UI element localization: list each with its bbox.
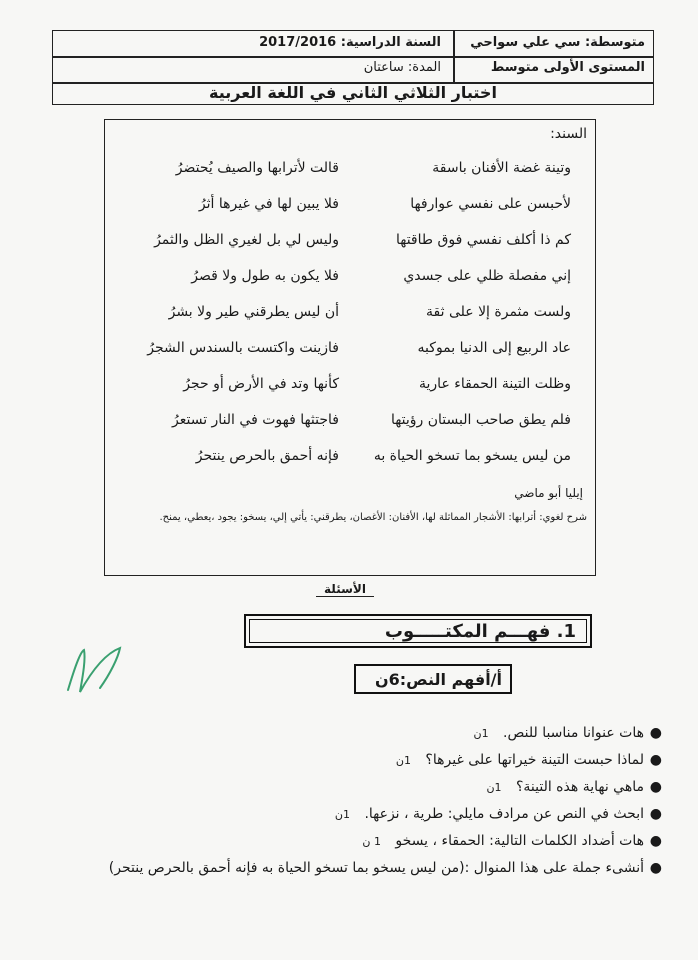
bullet-icon: ● <box>649 833 662 849</box>
question-text: ابحث في النص عن مرادف مايلي: طرية ، نزعها. <box>364 806 644 822</box>
verse-8-second-half: فاجتثها فهوت في النار تستعرُ <box>172 412 339 428</box>
verse-2-second-half: فلا يبين لها في غيرها أثرُ <box>198 196 339 212</box>
subsection-title: أ/أفهم النص:6ن <box>374 670 502 689</box>
poem-box <box>104 119 596 576</box>
school-year: السنة الدراسية: 2017/2016 <box>259 35 441 50</box>
poet-name: إيليا أبو ماضي <box>514 486 583 500</box>
question-mark: 1 ن <box>362 835 381 848</box>
question-mark: 1ن <box>395 754 411 767</box>
school-name: متوسطة: سي علي سواحي <box>470 35 645 50</box>
verse-9-second-half: فإنه أحمق بالحرص ينتحرُ <box>195 448 339 464</box>
bullet-icon: ● <box>649 860 662 876</box>
bullet-icon: ● <box>649 725 662 741</box>
question-item <box>64 720 664 747</box>
section-box <box>244 614 592 648</box>
verse-4-second-half: فلا يكون به طول ولا قصرُ <box>191 268 339 284</box>
verse-4-first-half: إني مفصلة ظلي على جسدي <box>403 268 571 284</box>
verse-1-first-half: وتينة غضة الأفنان باسقة <box>432 160 571 176</box>
questions-list <box>64 720 664 882</box>
subsection-box <box>354 664 512 694</box>
verse-2-first-half: لأحبسن على نفسي عوارفها <box>410 196 571 212</box>
verse-1-second-half: قالت لأترابها والصيف يُحتضرُ <box>175 160 339 176</box>
verse-7-second-half: كأنها وتد في الأرض أو حجرُ <box>183 376 339 392</box>
questions-heading: الأسئلة <box>316 582 374 597</box>
bullet-icon: ● <box>649 779 662 795</box>
verse-9-first-half: من ليس يسخو بما تسخو الحياة به <box>373 448 571 464</box>
question-item <box>64 828 664 855</box>
verse-3-second-half: وليس لي بل لغيري الظل والثمرُ <box>154 232 339 248</box>
exam-header-table <box>52 30 654 105</box>
bullet-icon: ● <box>649 806 662 822</box>
bullet-icon: ● <box>649 752 662 768</box>
vocabulary-gloss: شرح لغوي: أترابها: الأشجار المماثلة لها، الأفنان: الأغصان، يطرقني: يأتي إلي، يسخو: يجود ،يعطي، يمنح. <box>159 512 587 523</box>
grade-level: المستوى الأولى متوسط <box>490 60 645 75</box>
exam-duration: المدة: ساعتان <box>363 60 441 75</box>
question-text: هات أضداد الكلمات التالية: الحمقاء ، يسخو <box>395 833 644 849</box>
verse-6-second-half: فازينت واكتست بالسندس الشجرُ <box>147 340 339 356</box>
header-divider-row1 <box>53 56 653 58</box>
question-item <box>64 801 664 828</box>
question-text: أنشىء جملة على هذا المنوال :(من ليس يسخو بما تسخو الحياة به فإنه أحمق بالحرص ينتحر) <box>108 860 644 876</box>
question-item <box>64 747 664 774</box>
question-item <box>64 774 664 801</box>
verse-8-first-half: فلم يطق صاحب البستان رؤيتها <box>390 412 571 428</box>
section-title: 1. فهـــم المكتـــــوب <box>384 621 576 642</box>
verse-6-first-half: عاد الربيع إلى الدنيا بموكبه <box>417 340 571 356</box>
verse-7-first-half: وظلت التينة الحمقاء عارية <box>419 376 571 392</box>
verse-5-second-half: أن ليس يطرقني طير ولا بشرُ <box>168 304 339 320</box>
verse-5-first-half: ولست مثمرة إلا على ثقة <box>426 304 571 320</box>
exam-title: اختبار الثلاثي الثاني في اللغة العربية <box>209 83 497 102</box>
sanad-label: السند: <box>550 126 587 142</box>
question-mark: 1ن <box>473 727 489 740</box>
verse-3-first-half: كم ذا أكلف نفسي فوق طاقتها <box>395 232 571 248</box>
question-text: ماهي نهاية هذه التينة؟ <box>515 779 644 795</box>
question-text: لماذا حبست التينة خيراتها على غيرها؟ <box>425 752 644 768</box>
question-text: هات عنوانا مناسبا للنص. <box>503 725 644 741</box>
question-mark: 1ن <box>334 808 350 821</box>
handwritten-mark-icon <box>60 640 130 700</box>
question-item <box>64 855 664 882</box>
question-mark: 1ن <box>486 781 502 794</box>
